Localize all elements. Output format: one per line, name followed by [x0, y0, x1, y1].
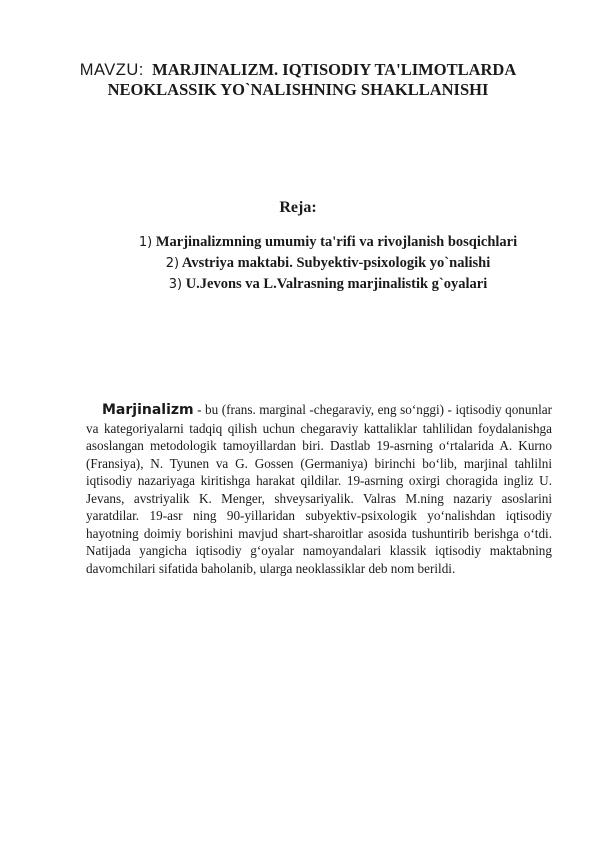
plan-item	[0, 253, 596, 274]
body-paragraph	[86, 401, 552, 577]
title-prefix: MAVZU:	[79, 61, 144, 79]
plan-item-text: Avstriya maktabi. Subyektiv-psixologik yo`nalishi	[181, 255, 491, 271]
plan-item-number: 3)	[168, 277, 183, 292]
plan-item-text: Marjinalizmning umumiy ta'rifi va rivojlanish bosqichlari	[155, 234, 518, 250]
plan-item-number: 2)	[165, 256, 180, 271]
plan-item	[0, 232, 596, 253]
paragraph-term: Marjinalizm	[102, 402, 194, 418]
plan-heading: Reja:	[279, 199, 317, 216]
plan-item-number: 1)	[138, 235, 153, 250]
plan-item	[0, 274, 596, 295]
title-main: MARJINALIZM. IQTISODIY TA'LIMOTLARDA NEOKLASSIK YO`NALISHNING SHAKLLANISHI	[107, 60, 517, 99]
plan-list	[0, 232, 596, 295]
paragraph-text: - bu (frans. marginal -chegaraviy, eng so‘nggi) - iqtisodiy qonunlar va kategoriyalarni tadqiq qilish uchun chegaraviy kattaliklar tahlilidan foydalanishga asoslangan metodologik tamoyillardan biri. Dastlab 19-asrning o‘rtalarida A. Kurno (Fransiya), N. Tyunen va G. Gossen (Germaniya) birinchi bo‘lib, marjinal tahlilni iqtisodiy nazariyaga kiritishga harakat qildilar. 19-asrning oxirgi choragida ingliz U. Jevans, avstriyalik K. Menger, shveysariyalik. Valras M.ning nazariy asoslarini yaratdilar. 19-asr ning 90-yillaridan subyektiv-psixologik yo‘nalishdan iqtisodiy hayotning doimiy borishini mavjud shart-sharoitlar asosida tushuntirib berishga o‘tdi. Natijada yangicha iqtisodiy g‘oyalar namoyandalari klassik iqtisodiy maktabning davomchilari sifatida baholanib, ularga neoklassiklar deb nom berildi.	[86, 402, 552, 576]
document-title	[60, 60, 536, 99]
plan-item-text: U.Jevons va L.Valrasning marjinalistik g`oyalari	[185, 276, 488, 292]
